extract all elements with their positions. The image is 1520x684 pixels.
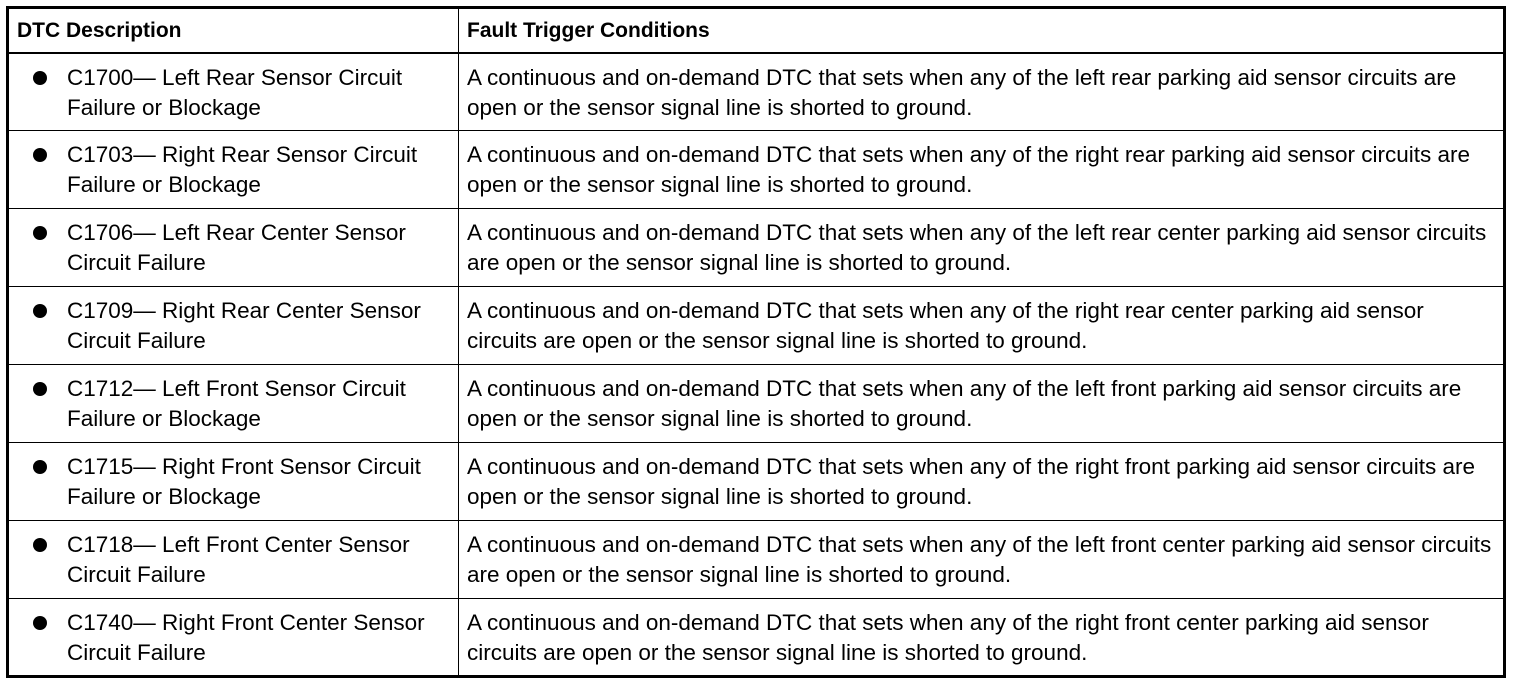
- dtc-description-cell: [8, 53, 459, 131]
- dtc-description-text: C1703— Right Rear Sensor Circuit Failure or Blockage: [67, 142, 418, 197]
- bullet-icon: [33, 382, 47, 396]
- dtc-description-text: C1700— Left Rear Sensor Circuit Failure or Blockage: [67, 64, 403, 120]
- dtc-description-text: C1715— Right Front Sensor Circuit Failure or Blockage: [67, 454, 421, 509]
- fault-condition-cell: A continuous and on-demand DTC that sets when any of the left rear parking aid sensor circuits are open or the sensor signal line is shorted to ground.: [459, 53, 1505, 131]
- dtc-description-cell: [8, 287, 459, 365]
- table-row: [8, 521, 1505, 599]
- header-dtc-description: DTC Description: [8, 8, 459, 53]
- dtc-table: [6, 6, 1506, 678]
- bullet-icon: [33, 226, 47, 240]
- dtc-description-cell: [8, 521, 459, 599]
- fault-condition-cell: A continuous and on-demand DTC that sets when any of the left rear center parking aid sensor circuits are open or the sensor signal line is shorted to ground.: [459, 209, 1505, 287]
- fault-condition-cell: A continuous and on-demand DTC that sets when any of the right rear parking aid sensor circuits are open or the sensor signal line is shorted to ground.: [459, 131, 1505, 209]
- table-row: [8, 209, 1505, 287]
- fault-condition-cell: A continuous and on-demand DTC that sets when any of the right front center parking aid sensor circuits are open or the sensor signal line is shorted to ground.: [459, 599, 1505, 677]
- header-row: [8, 8, 1505, 53]
- bullet-icon: [33, 616, 47, 630]
- fault-condition-cell: A continuous and on-demand DTC that sets when any of the left front center parking aid sensor circuits are open or the sensor signal line is shorted to ground.: [459, 521, 1505, 599]
- fault-condition-cell: A continuous and on-demand DTC that sets when any of the left front parking aid sensor circuits are open or the sensor signal line is shorted to ground.: [459, 365, 1505, 443]
- bullet-icon: [33, 538, 47, 552]
- dtc-description-cell: [8, 365, 459, 443]
- dtc-description-text: C1718— Left Front Center Sensor Circuit Failure: [67, 532, 410, 587]
- fault-condition-cell: A continuous and on-demand DTC that sets when any of the right front parking aid sensor circuits are open or the sensor signal line is shorted to ground.: [459, 443, 1505, 521]
- table-row: [8, 287, 1505, 365]
- bullet-icon: [33, 460, 47, 474]
- dtc-description-text: C1709— Right Rear Center Sensor Circuit Failure: [67, 298, 421, 353]
- dtc-description-cell: [8, 131, 459, 209]
- table-row: [8, 365, 1505, 443]
- bullet-icon: [33, 304, 47, 318]
- dtc-description-cell: [8, 209, 459, 287]
- table-row: [8, 599, 1505, 677]
- header-fault-trigger-conditions: Fault Trigger Conditions: [459, 8, 1505, 53]
- table-row: [8, 53, 1505, 131]
- dtc-description-text: C1740— Right Front Center Sensor Circuit Failure: [67, 610, 425, 665]
- dtc-description-cell: [8, 599, 459, 677]
- dtc-description-text: C1712— Left Front Sensor Circuit Failure or Blockage: [67, 376, 406, 431]
- dtc-description-cell: [8, 443, 459, 521]
- bullet-icon: [33, 71, 47, 85]
- bullet-icon: [33, 148, 47, 162]
- table-row: [8, 131, 1505, 209]
- dtc-description-text: C1706— Left Rear Center Sensor Circuit Failure: [67, 220, 406, 275]
- table-row: [8, 443, 1505, 521]
- fault-condition-cell: A continuous and on-demand DTC that sets when any of the right rear center parking aid sensor circuits are open or the sensor signal line is shorted to ground.: [459, 287, 1505, 365]
